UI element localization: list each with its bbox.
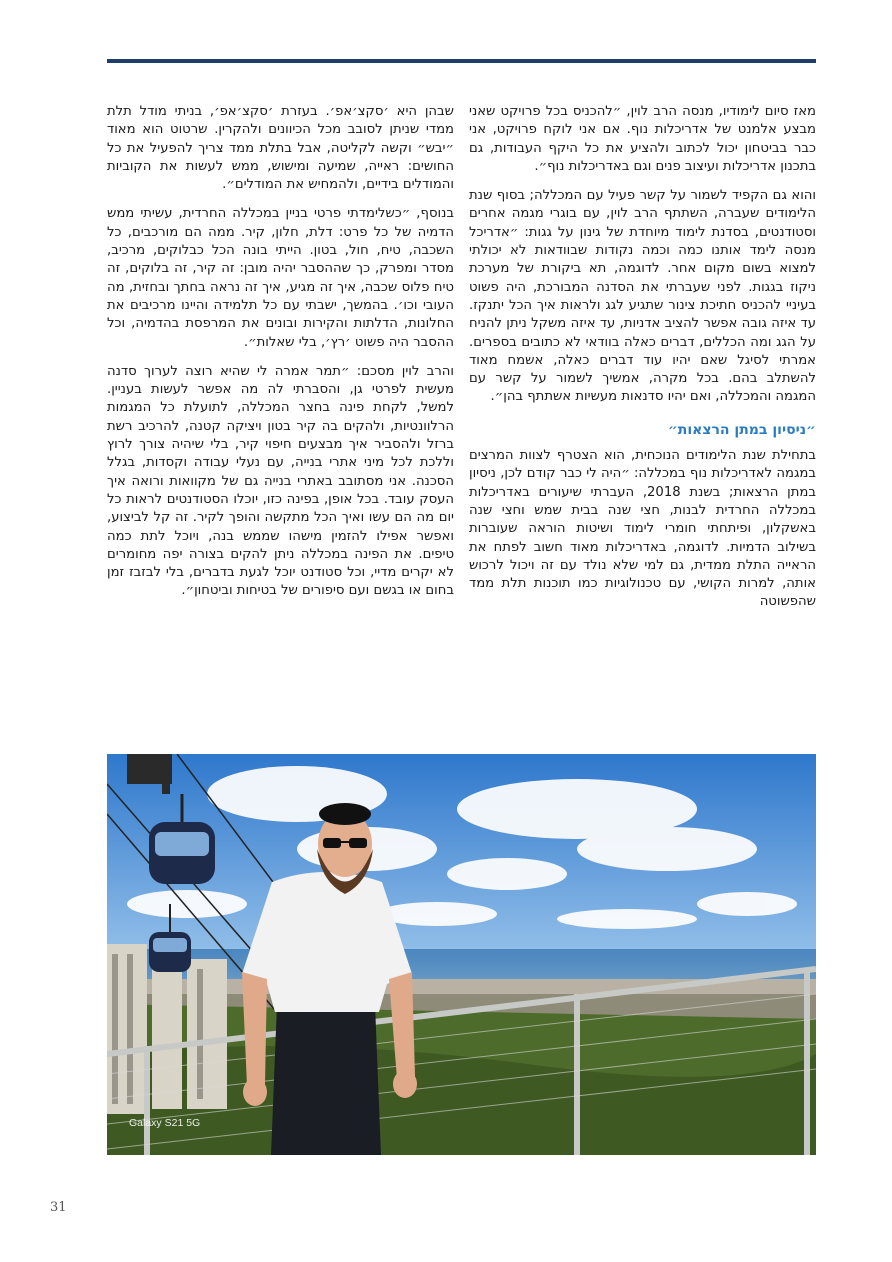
top-rule bbox=[107, 59, 816, 63]
camera-watermark: Galaxy S21 5G bbox=[129, 1117, 201, 1129]
section-subheading: ״ניסיון במתן הרצאות״ bbox=[667, 421, 816, 438]
article-photo bbox=[107, 754, 816, 1155]
paragraph: מאז סיום לימודיו, מנסה הרב לוין, ״להכניס בכל פרויקט שאני מבצע אלמנט של אדריכלות נוף. אם אני לוקח פרויקט, אני כבר בביטחון יכול לכתוב ולהציע את כל היקף העבודות, גם בתכנון אדריכלות ועיצוב פנים וגם באדריכלות נוף״. bbox=[469, 104, 816, 174]
paragraph: שבהן היא ׳סקצ׳אפ׳. בעזרת ׳סקצ׳אפ׳, בניתי מודל תלת ממדי שניתן לסובב מכל הכיוונים ולהקרין. שרטוט הוא מאוד ״יבש״ וקשה לקליטה, אבל בתלת ממד צריך להפעיל את כל החושים: ראייה, שמיעה ומישוש, ממש לעשות את הקוביות והמודלים בידיים, ולהמחיש את המודלים״. bbox=[107, 104, 454, 193]
article-column-right bbox=[469, 103, 816, 623]
paragraph: בתחילת שנת הלימודים הנוכחית, הוא הצטרף לצוות המרצים במגמה לאדריכלות נוף במכללה: ״היה לי כבר קודם לכן, ניסיון במתן הרצאות; בשנת 2018, העברתי שיעורים באדריכלות במכללה החרדית לבנות, חצי שנה בבית שמש וחצי שנה באשקלון, ופיתחתי חומרי לימוד ושיטות הוראה שעוברות בשילוב הדמיות. לדוגמה, באדריכלות מאוד חשוב לפתח את הראייה התלת ממדית, גם למי שלא נולד עם זה ויכול לרכוש אותה, למרות הקושי, עם טכנולוגיות כמו תוכנות תלת ממד שהפשוטה bbox=[469, 448, 817, 610]
photo-scene bbox=[107, 754, 816, 1155]
paragraph: בנוסף, ״כשלימדתי פרטי בניין במכללה החרדית, עשיתי ממש הדמיה של כל פרט: דלת, חלון, קיר. ממה הם מורכבים, כל השכבה, טיח, חול, בטון. הייתי בונה הכל כבלוקים, מרכיב, מסדר ומפרק, כך שההסבר יהיה מובן: זה קיר, זה בלוקים, זה טיח פלוס שכבה, איך זה מגיע, איך זה נראה בחתך ובחזית, מה העובי וכו׳. בהמשך, ישבתי עם כל תלמידה והיינו מרכיבים את החלונות, הדלתות והקירות ובונים את המרפסת בהדמיה, וכל ההסבר היה פשוט ׳רץ׳, בלי שאלות״. bbox=[107, 206, 454, 350]
paragraph: והוא גם הקפיד לשמור על קשר פעיל עם המכללה; בסוף שנת הלימודים שעברה, השתתף הרב לוין, עם בוגרי מגמה אחרים וסטודנטים, בסדנת לימוד מיוחדת של גינון על גגות: ״אדריכל מנסה לימד אותנו כמה וכמה נקודות שבוודאות לא יכולתי למצוא בשום מקום אחר. לדוגמה, תא ביקורת של מערכת ניקוז בגגות. לפני שעברתי את הסדנה המבורכת, היה פשוט בעיניי להכניס חתיכת צינור שתגיע לגג ולראות איך הכל יתנקז. עד איזה גובה אפשר להציב אדניות, עד איזה משקל ניתן להניח על הגג ומה הכללים, דברים כאלה בוודאי לא כתובים בספרים. אמרתי לסיגל שאם יהיו עוד דברים כאלה, אשמח מאוד להשתלב בהם. בכל מקרה, אמשיך לשמור על קשר עם המגמה והמכללה, ואם יהיו סדנאות מעשיות אשתתף בהן״. bbox=[469, 188, 816, 405]
page-number: 31 bbox=[50, 1200, 67, 1215]
paragraph: והרב לוין מסכם: ״תמר אמרה לי שהיא רוצה לערוך סדנה מעשית לפרטי גן, והסברתי לה מה אפשר לעשות בעניין. למשל, לקחת פינה בחצר המכללה, לתועלת כל המגמות הרלוונטיות, ולהקים בה קיר בטון ויציקה קטנה, להרכיב רשת ברזל ולהסביר איך מבצעים חיפוי קיר, בלי שיהיה צורך לרוץ וללכת לכל מיני אתרי בנייה, עם נעלי עבודה וקסדות, בגלל הסכנה. אני מסתובב באתרי בנייה גם של מקוואות ורואה איך העסק עובד. בכל אופן, בפינה כזו, יוכלו הסטודנטים לראות כל יום מה הם עשו ואיך הכל מתקשה והופך לקיר. זה קל לביצוע, ואפשר אפילו להזמין מישהו שממש בנה, ויוכל לתת כמה טיפים. את הפינה במכללה ניתן להקים בצורה יפה מחומרים לא יקרים מדיי, וכל סטודנט יוכל לגעת בדברים, בלי לבזבז זמן בחום או בגשם ועם סיפורים של בטיחות וביטחון״. bbox=[107, 363, 454, 599]
article-column-left bbox=[107, 103, 454, 612]
